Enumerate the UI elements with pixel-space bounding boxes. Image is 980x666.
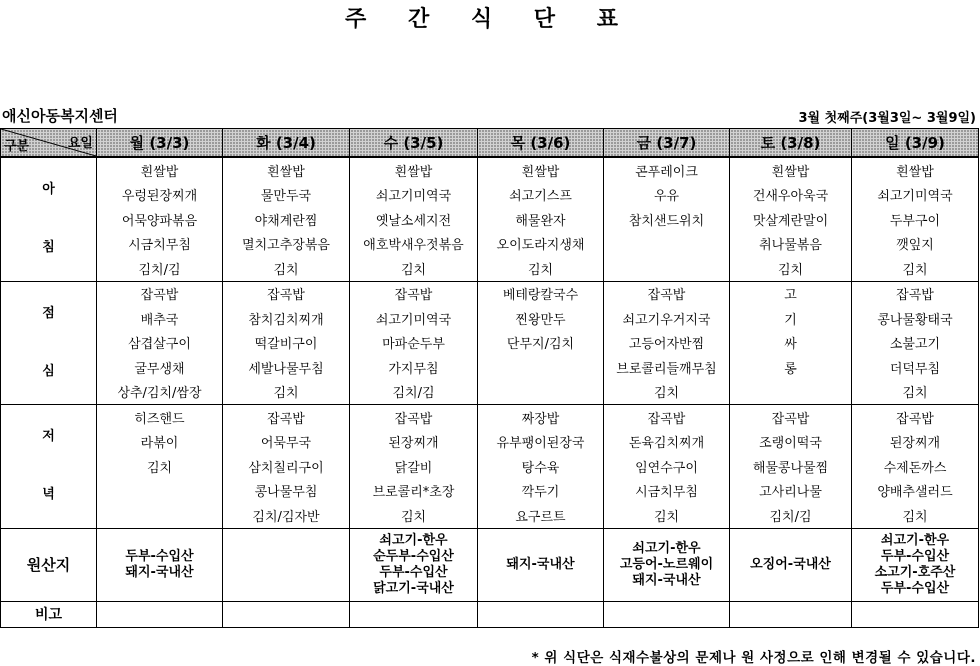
menu-item: 콩나물황태국	[852, 306, 979, 331]
menu-item: 잡곡밥	[730, 405, 852, 430]
origin-line: 두부-수입산	[880, 580, 950, 596]
origin-line: 쇠고기-한우	[632, 540, 701, 556]
note-cell	[97, 601, 223, 627]
menu-item: 잡곡밥	[604, 281, 730, 306]
week-range: 3월 첫째주(3월3일~ 3월9일)	[798, 111, 976, 126]
dinner-row	[1, 454, 979, 479]
menu-item: 시금치무침	[97, 232, 223, 257]
menu-item: 김치	[852, 256, 979, 281]
day-header: 토 (3/8)	[730, 129, 852, 158]
menu-item: 단무지/김치	[478, 331, 604, 356]
origin-cell	[350, 528, 478, 601]
menu-item: 탕수육	[478, 454, 604, 479]
menu-item: 김치	[223, 380, 350, 405]
lunch-row	[1, 281, 979, 306]
menu-item: 삼치칠리구이	[223, 454, 350, 479]
menu-item: 멸치고추장볶음	[223, 232, 350, 257]
menu-item: 고	[730, 281, 852, 306]
origin-line: 두부-수입산	[125, 548, 194, 564]
menu-item: 해물콩나물찜	[730, 454, 852, 479]
menu-item: 김치	[604, 380, 730, 405]
menu-item: 요구르트	[478, 503, 604, 528]
breakfast-row	[1, 157, 979, 183]
origin-line: 돼지-국내산	[632, 572, 701, 588]
menu-item: 김치/김	[350, 380, 478, 405]
day-header: 목 (3/6)	[478, 129, 604, 158]
origin-cell	[730, 528, 852, 601]
menu-item: 세발나물무침	[223, 355, 350, 380]
menu-item: 수제돈까스	[852, 454, 979, 479]
menu-item: 두부구이	[852, 207, 979, 232]
menu-item: 김치	[604, 503, 730, 528]
origin-cell	[852, 528, 979, 601]
menu-item: 고등어자반찜	[604, 331, 730, 356]
menu-item: 잡곡밥	[852, 281, 979, 306]
menu-item: 굴무생채	[97, 355, 223, 380]
menu-item: 돈육김치찌개	[604, 430, 730, 455]
menu-item: 김치/김자반	[223, 503, 350, 528]
menu-item: 싸	[730, 331, 852, 356]
meal-label-char: 아	[42, 182, 55, 198]
menu-item: 참치김치찌개	[223, 306, 350, 331]
menu-item: 쇠고기스프	[478, 183, 604, 208]
menu-item: 소불고기	[852, 331, 979, 356]
menu-item: 닭갈비	[350, 454, 478, 479]
menu-item: 양배추샐러드	[852, 479, 979, 504]
origin-line: 쇠고기-한우	[880, 532, 950, 548]
menu-item	[478, 380, 604, 405]
menu-item: 김치/김	[97, 256, 223, 281]
menu-item: 잡곡밥	[97, 281, 223, 306]
menu-item: 김치/김	[730, 503, 852, 528]
meal-label-char: 녁	[42, 487, 55, 503]
menu-item: 김치	[97, 454, 223, 479]
menu-item: 물만두국	[223, 183, 350, 208]
menu-item: 콩나물무침	[223, 479, 350, 504]
menu-item: 쇠고기미역국	[350, 306, 478, 331]
menu-item: 쇠고기미역국	[852, 183, 979, 208]
menu-item: 야채계란찜	[223, 207, 350, 232]
dinner-row	[1, 430, 979, 455]
meal-label-char: 점	[42, 305, 55, 321]
note-cell	[223, 601, 350, 627]
menu-item: 잡곡밥	[223, 405, 350, 430]
menu-item	[730, 380, 852, 405]
meal-label-char: 저	[42, 429, 55, 445]
breakfast-row	[1, 183, 979, 208]
menu-item: 베테랑칼국수	[478, 281, 604, 306]
lunch-label	[1, 281, 97, 405]
menu-item: 건새우아욱국	[730, 183, 852, 208]
menu-item: 콘푸레이크	[604, 157, 730, 183]
dinner-row	[1, 479, 979, 504]
note-cell	[350, 601, 478, 627]
menu-item: 흰쌀밥	[730, 157, 852, 183]
menu-item: 쇠고기미역국	[350, 183, 478, 208]
page-title: 주 간 식 단 표	[345, 7, 635, 32]
breakfast-row	[1, 207, 979, 232]
origin-line: 닭고기-국내산	[373, 580, 454, 596]
menu-item: 맛살계란말이	[730, 207, 852, 232]
menu-item: 히즈핸드	[97, 405, 223, 430]
menu-item: 잡곡밥	[223, 281, 350, 306]
menu-item: 더덕무침	[852, 355, 979, 380]
menu-item: 조랭이떡국	[730, 430, 852, 455]
meal-label-char: 심	[42, 363, 55, 379]
menu-item: 떡갈비구이	[223, 331, 350, 356]
dinner-label	[1, 405, 97, 529]
menu-item: 오이도라지생채	[478, 232, 604, 257]
note-label: 비고	[1, 601, 97, 627]
menu-item: 깍두기	[478, 479, 604, 504]
day-header: 수 (3/5)	[350, 129, 478, 158]
menu-item: 된장찌개	[852, 430, 979, 455]
menu-item: 유부팽이된장국	[478, 430, 604, 455]
menu-item: 김치	[478, 256, 604, 281]
corner-label-category: 구분	[4, 139, 30, 154]
menu-item: 취나물볶음	[730, 232, 852, 257]
menu-item: 잡곡밥	[852, 405, 979, 430]
origin-line: 두부-수입산	[379, 564, 448, 580]
breakfast-label	[1, 157, 97, 281]
lunch-row	[1, 355, 979, 380]
menu-item: 상추/김치/쌈장	[97, 380, 223, 405]
menu-item: 김치	[852, 380, 979, 405]
menu-item: 어묵양파볶음	[97, 207, 223, 232]
menu-item: 김치	[730, 256, 852, 281]
menu-item	[97, 479, 223, 504]
menu-item: 짜장밥	[478, 405, 604, 430]
dinner-row	[1, 503, 979, 528]
menu-item: 깻잎지	[852, 232, 979, 257]
menu-item: 고사리나물	[730, 479, 852, 504]
note-cell	[730, 601, 852, 627]
note-cell	[478, 601, 604, 627]
menu-item: 쇠고기우거지국	[604, 306, 730, 331]
origin-cell	[478, 528, 604, 601]
menu-item: 가지무침	[350, 355, 478, 380]
menu-item: 흰쌀밥	[852, 157, 979, 183]
day-header: 월 (3/3)	[97, 129, 223, 158]
header-row	[1, 129, 979, 158]
menu-item: 김치	[223, 256, 350, 281]
menu-item: 우렁된장찌개	[97, 183, 223, 208]
menu-item: 롱	[730, 355, 852, 380]
menu-item: 찐왕만두	[478, 306, 604, 331]
menu-item: 잡곡밥	[350, 281, 478, 306]
menu-item: 어묵무국	[223, 430, 350, 455]
menu-item: 삼겹살구이	[97, 331, 223, 356]
menu-item: 김치	[350, 503, 478, 528]
menu-item: 브로콜리*초장	[350, 479, 478, 504]
menu-item: 잡곡밥	[350, 405, 478, 430]
menu-item: 애호박새우젓볶음	[350, 232, 478, 257]
menu-item: 마파순두부	[350, 331, 478, 356]
meal-label-char: 침	[42, 240, 55, 256]
note-cell	[604, 601, 730, 627]
organization-name: 애신아동복지센터	[2, 107, 118, 125]
menu-item	[97, 503, 223, 528]
menu-item: 해물완자	[478, 207, 604, 232]
menu-item: 기	[730, 306, 852, 331]
breakfast-row	[1, 256, 979, 281]
menu-item: 배추국	[97, 306, 223, 331]
corner-label-day: 요일	[67, 136, 93, 151]
menu-item: 브로콜리들깨무침	[604, 355, 730, 380]
menu-item: 흰쌀밥	[223, 157, 350, 183]
note-row	[1, 601, 979, 627]
menu-item: 김치	[350, 256, 478, 281]
menu-item: 된장찌개	[350, 430, 478, 455]
origin-line: 쇠고기-한우	[379, 532, 448, 548]
menu-item: 옛날소세지전	[350, 207, 478, 232]
origin-line: 순두부-수입산	[373, 548, 454, 564]
origin-line: 돼지-국내산	[125, 564, 194, 580]
origin-line: 두부-수입산	[880, 548, 950, 564]
origin-line: 오징어-국내산	[750, 556, 831, 572]
origin-line: 고등어-노르웨이	[619, 556, 714, 572]
breakfast-row	[1, 232, 979, 257]
weekly-menu-table	[0, 128, 979, 628]
menu-item	[604, 256, 730, 281]
day-header: 화 (3/4)	[223, 129, 350, 158]
dinner-row	[1, 405, 979, 430]
origin-row	[1, 528, 979, 601]
origin-label: 원산지	[1, 528, 97, 601]
corner-header	[1, 129, 97, 158]
menu-item: 라볶이	[97, 430, 223, 455]
footnote: * 위 식단은 식재수불상의 문제나 원 사정으로 인해 변경될 수 있습니다.	[531, 650, 976, 666]
origin-cell	[97, 528, 223, 601]
menu-item: 참치샌드위치	[604, 207, 730, 232]
note-cell	[852, 601, 979, 627]
origin-cell	[223, 528, 350, 601]
origin-line: 소고기-호주산	[874, 564, 956, 580]
menu-item: 흰쌀밥	[478, 157, 604, 183]
menu-item: 흰쌀밥	[97, 157, 223, 183]
menu-item	[478, 355, 604, 380]
menu-item: 우유	[604, 183, 730, 208]
lunch-row	[1, 380, 979, 405]
menu-item: 임연수구이	[604, 454, 730, 479]
lunch-row	[1, 306, 979, 331]
origin-cell	[604, 528, 730, 601]
menu-item: 흰쌀밥	[350, 157, 478, 183]
origin-line: 돼지-국내산	[506, 556, 575, 572]
lunch-row	[1, 331, 979, 356]
day-header: 일 (3/9)	[852, 129, 979, 158]
menu-item: 시금치무침	[604, 479, 730, 504]
menu-item	[604, 232, 730, 257]
menu-item: 잡곡밥	[604, 405, 730, 430]
menu-item: 김치	[852, 503, 979, 528]
day-header: 금 (3/7)	[604, 129, 730, 158]
